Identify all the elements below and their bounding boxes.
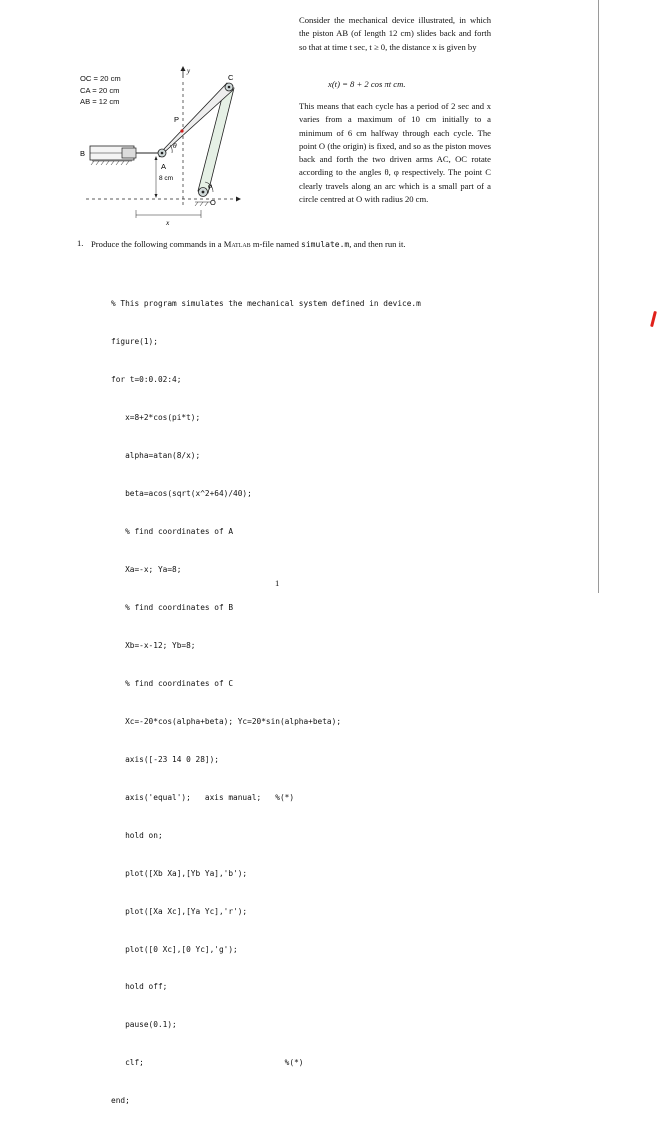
label-x: x [166, 218, 170, 227]
code-line: alpha=atan(8/x); [111, 451, 201, 461]
code-line: x=8+2*cos(pi*t); [111, 413, 201, 423]
page-number: 1 [275, 578, 280, 588]
position-equation: x(t) = 8 + 2 cos πt cm. [328, 79, 406, 89]
code-line: axis('equal'); axis manual; %(*) [111, 792, 295, 802]
code-line: % find coordinates of A [111, 527, 234, 537]
code-line: hold on; [111, 830, 163, 840]
code-line: % This program simulates the mechanical system defined in device.m [111, 299, 421, 309]
intro-paragraph [299, 14, 491, 54]
code-listing [111, 273, 421, 1133]
label-p: P [174, 115, 180, 124]
code-line: % find coordinates of B [111, 602, 234, 612]
code-line: pause(0.1); [111, 1020, 177, 1030]
instruction-text-2: m-file named [250, 239, 302, 249]
parameter-ca: CA = 20 cm [80, 85, 120, 95]
ground-hatch-o [195, 202, 211, 206]
item-number: 1. [77, 238, 84, 248]
label-c: C [228, 73, 234, 82]
label-b: B [80, 149, 86, 158]
intro-text: Consider the mechanical device illustrated, in which the piston AB (of length 12 cm) slides back and forth so that at time t sec, t ≥ 0, the distance x is given by [299, 15, 491, 52]
parameter-ab: AB = 12 cm [80, 97, 120, 106]
code-line: % find coordinates of C [111, 678, 234, 688]
code-line: axis([-23 14 0 28]); [111, 754, 219, 764]
explanation-text: This means that each cycle has a period of 2 sec and x varies from a maximum of 10 cm initially to a minimum of 6 cm halfway through each cycle. The point O (the origin) is fixed, and so as the piston moves back and forth the two driven arms AC, OC rotate according to the angles θ, φ respectively. The point C clearly travels along an arc which is a small part of a circle centred at O with radius 20 cm. [299, 101, 491, 205]
code-line: Xa=-x; Ya=8; [111, 564, 182, 574]
label-a: A [161, 162, 167, 171]
code-line: plot([Xb Xa],[Yb Ya],'b'); [111, 868, 248, 878]
parameter-oc: OC = 20 cm [80, 74, 121, 83]
explanation-paragraph [299, 100, 491, 206]
item-instruction [91, 238, 494, 251]
label-y: y [187, 67, 191, 75]
label-o: O [210, 198, 216, 207]
code-line: plot([Xa Xc],[Ya Yc],'r'); [111, 906, 248, 916]
instruction-text-1: Produce the following commands in a [91, 239, 224, 249]
code-line: for t=0:0.02:4; [111, 375, 182, 385]
page-edge-divider [598, 0, 599, 593]
piston-head [122, 148, 136, 158]
red-annotation-mark [650, 311, 657, 327]
code-line: end; [111, 1096, 130, 1106]
mechanism-figure [62, 60, 292, 230]
label-phi: φ [208, 181, 213, 190]
code-line: figure(1); [111, 337, 158, 347]
code-line: clf; %(*) [111, 1058, 304, 1068]
code-line: Xb=-x-12; Yb=8; [111, 640, 196, 650]
instruction-text-3: , and then run it. [349, 239, 406, 249]
point-p [180, 129, 183, 132]
label-8cm: 8 cm [159, 175, 174, 182]
code-line: hold off; [111, 982, 168, 992]
label-theta: θ [173, 141, 177, 150]
ground-hatch-left [91, 161, 132, 165]
code-line: beta=acos(sqrt(x^2+64)/40); [111, 489, 252, 499]
code-line: Xc=-20*cos(alpha+beta); Yc=20*sin(alpha+beta); [111, 716, 342, 726]
filename: simulate.m [301, 240, 350, 249]
code-line: plot([0 Xc],[0 Yc],'g'); [111, 944, 238, 954]
matlab-name: Matlab [223, 239, 251, 249]
